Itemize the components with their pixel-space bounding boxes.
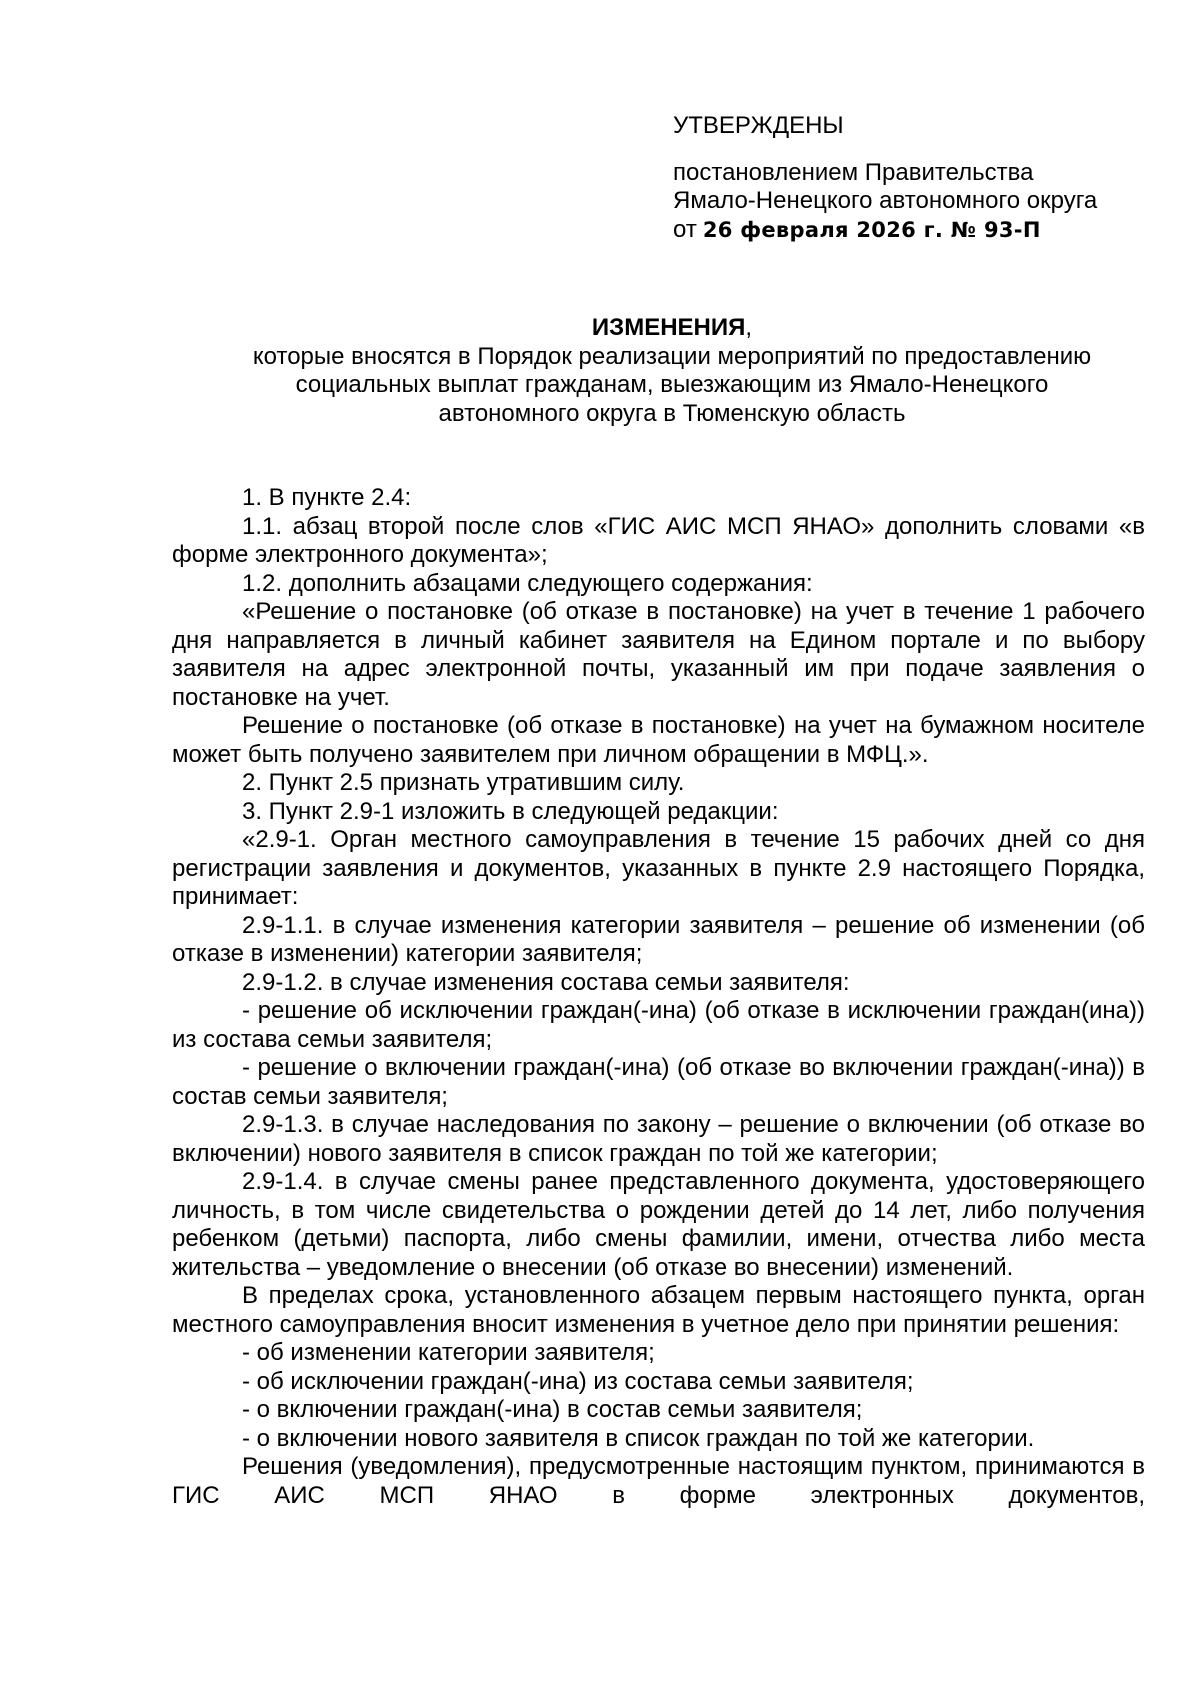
approval-line-1: постановлением Правительства (673, 158, 1034, 186)
approval-stamp (673, 112, 1173, 244)
paragraph: - решение об исключении граждан(-ина) (об отказе в исключении граждан(ина)) из состава семьи заявителя; (172, 997, 1145, 1053)
paragraph: - об исключении граждан(-ина) из состава семьи заявителя; (242, 1367, 914, 1395)
heading-line-1: которые вносятся в Порядок реализации мероприятий по предоставлению (252, 342, 1092, 370)
paragraph: 1.2. дополнить абзацами следующего содержания: (242, 569, 813, 597)
approval-line-2: Ямало-Ненецкого автономного округа (673, 187, 1098, 214)
paragraph: 3. Пункт 2.9-1 изложить в следующей редакции: (242, 797, 779, 825)
approval-date-value: 26 февраля 2026 г. № 93-П (702, 217, 1041, 242)
paragraph: 1. В пункте 2.4: (242, 484, 412, 511)
paragraph: «Решение о постановке (об отказе в постановке) на учет в течение 1 рабочего дня направляется в личный кабинет заявителя на Едином портале и по выбору заявителя на адрес электронной почты, указанный им при подаче заявления о постановке на учет. (172, 598, 1145, 711)
heading-title-line (172, 314, 1172, 343)
paragraph: В пределах срока, установленного абзацем первым настоящего пункта, орган местного самоуправления вносит изменения в учетное дело при принятии решения: (172, 1282, 1145, 1338)
paragraph: - о включении граждан(-ина) в состав семьи заявителя; (242, 1396, 863, 1423)
paragraph: 2.9-1.4. в случае смены ранее представленного документа, удостоверяющего личность, в том числе свидетельства о рождении детей до 14 лет, либо получения ребенком (детьми) паспорта, либо смены фамилии, имени, отчества либо места жительства – уведомление о внесении (об отказе во внесении) изменений. (172, 1168, 1145, 1281)
heading-line-2: социальных выплат гражданам, выезжающим из Ямало-Ненецкого (295, 371, 1049, 398)
approval-date-line (673, 216, 1173, 245)
heading-line-3: автономного округа в Тюменскую область (438, 399, 906, 427)
approval-date-prefix: от (673, 215, 697, 243)
paragraph: Решение о постановке (об отказе в постановке) на учет на бумажном носителе может быть получено заявителем при личном обращении в МФЦ.». (172, 712, 1145, 768)
document-heading (172, 314, 1172, 428)
paragraph: - о включении нового заявителя в список граждан по той же категории. (242, 1424, 1035, 1452)
paragraph: - решение о включении граждан(-ина) (об отказе во включении граждан(-ина)) в состав семьи заявителя; (172, 1054, 1145, 1110)
paragraph: 2.9-1.2. в случае изменения состава семьи заявителя: (242, 968, 850, 996)
paragraph: «2.9-1. Орган местного самоуправления в течение 15 рабочих дней со дня регистрации заявления и документов, указанных в пункте 2.9 настоящего Порядка, принимает: (172, 826, 1145, 910)
paragraph: 2.9-1.3. в случае наследования по закону – решение о включении (об отказе во включении) нового заявителя в список граждан по той же категории; (172, 1111, 1145, 1167)
paragraph: Решения (уведомления), предусмотренные настоящим пунктом, принимаются в ГИС АИС МСП ЯНАО в форме электронных документов, (172, 1453, 1145, 1509)
paragraph: 2.9-1.1. в случае изменения категории заявителя – решение об изменении (об отказе в изменении) категории заявителя; (172, 911, 1145, 967)
document-body (172, 484, 1145, 1510)
paragraph: 1.1. абзац второй после слов «ГИС АИС МСП ЯНАО» дополнить словами «в форме электронного документа»; (172, 512, 1145, 568)
paragraph: 2. Пункт 2.5 признать утратившим силу. (242, 769, 685, 796)
heading-title: ИЗМЕНЕНИЯ (591, 314, 746, 341)
heading-title-suffix: , (745, 314, 753, 341)
approval-label: УТВЕРЖДЕНЫ (673, 112, 844, 139)
paragraph: - об изменении категории заявителя; (242, 1339, 655, 1366)
